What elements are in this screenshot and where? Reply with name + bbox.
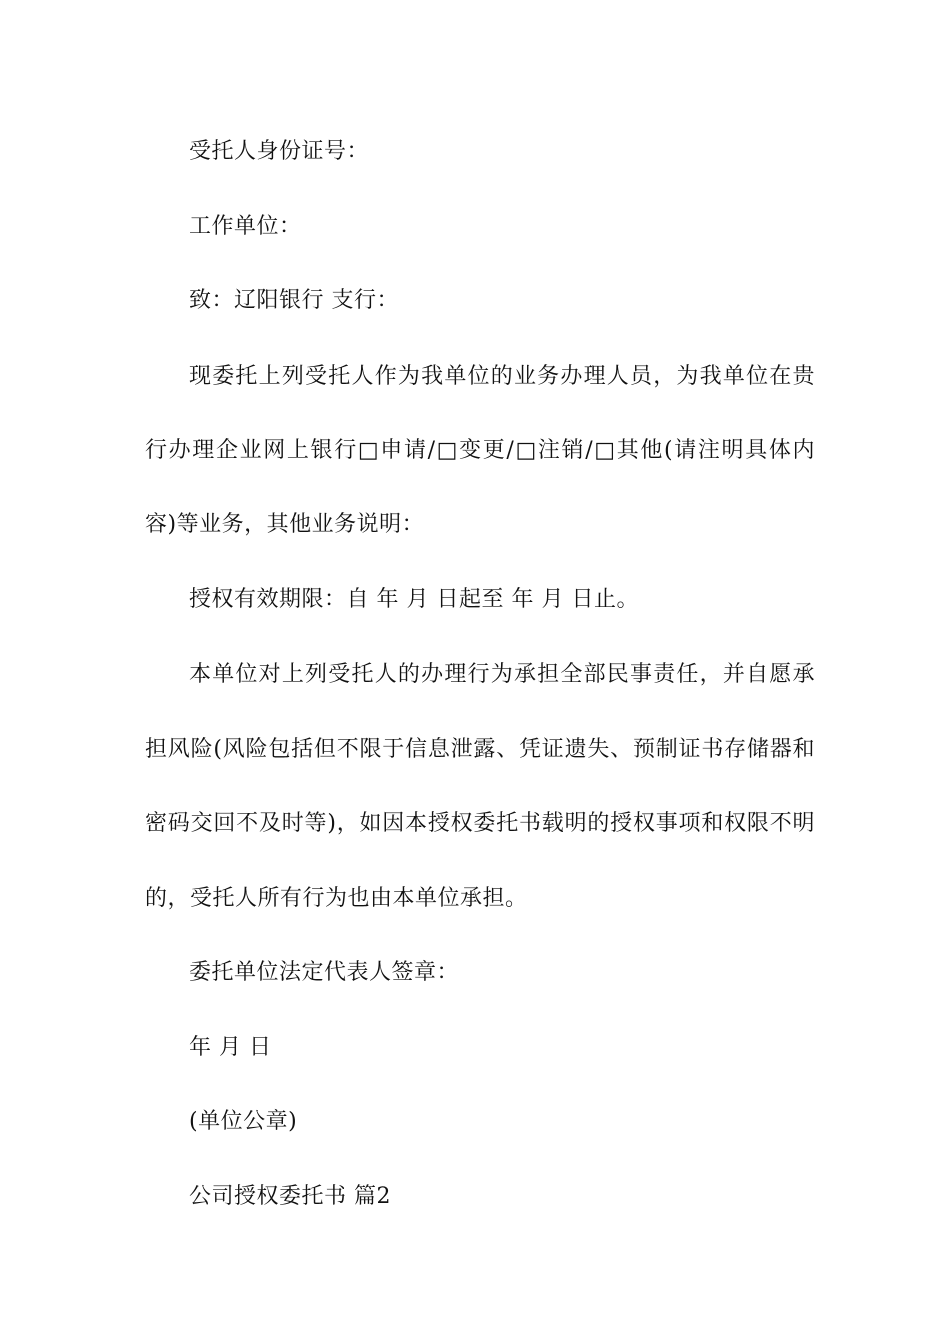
addressee-line: 致：辽阳银行 支行： [189,288,399,313]
section-title: 公司授权委托书 篇2 [189,1184,391,1209]
company-seal-line: (单位公章) [189,1109,298,1134]
legal-representative-signature-line: 委托单位法定代表人签章： [189,960,460,985]
paragraph-line: 本单位对上列受托人的办理行为承担全部民事责任，并自愿承 [189,662,815,687]
trustee-id-number-line: 受托人身份证号： [189,139,370,164]
paragraph-line: 容)等业务，其他业务说明： [145,512,425,537]
paragraph-line: 现委托上列受托人作为我单位的业务办理人员，为我单位在贵 [189,364,815,389]
date-line: 年 月 日 [189,1035,272,1060]
paragraph-line: 的，受托人所有行为也由本单位承担。 [145,886,528,911]
validity-period-line: 授权有效期限：自 年 月 日起至 年 月 日止。 [189,587,639,612]
paragraph-line: 密码交回不及时等)，如因本授权委托书载明的授权事项和权限不明 [145,811,815,836]
work-unit-line: 工作单位： [189,214,302,239]
paragraph-line: 行办理企业网上银行□申请/□变更/□注销/□其他(请注明具体内 [145,438,815,463]
paragraph-line: 担风险(风险包括但不限于信息泄露、凭证遗失、预制证书存储器和 [145,737,815,762]
